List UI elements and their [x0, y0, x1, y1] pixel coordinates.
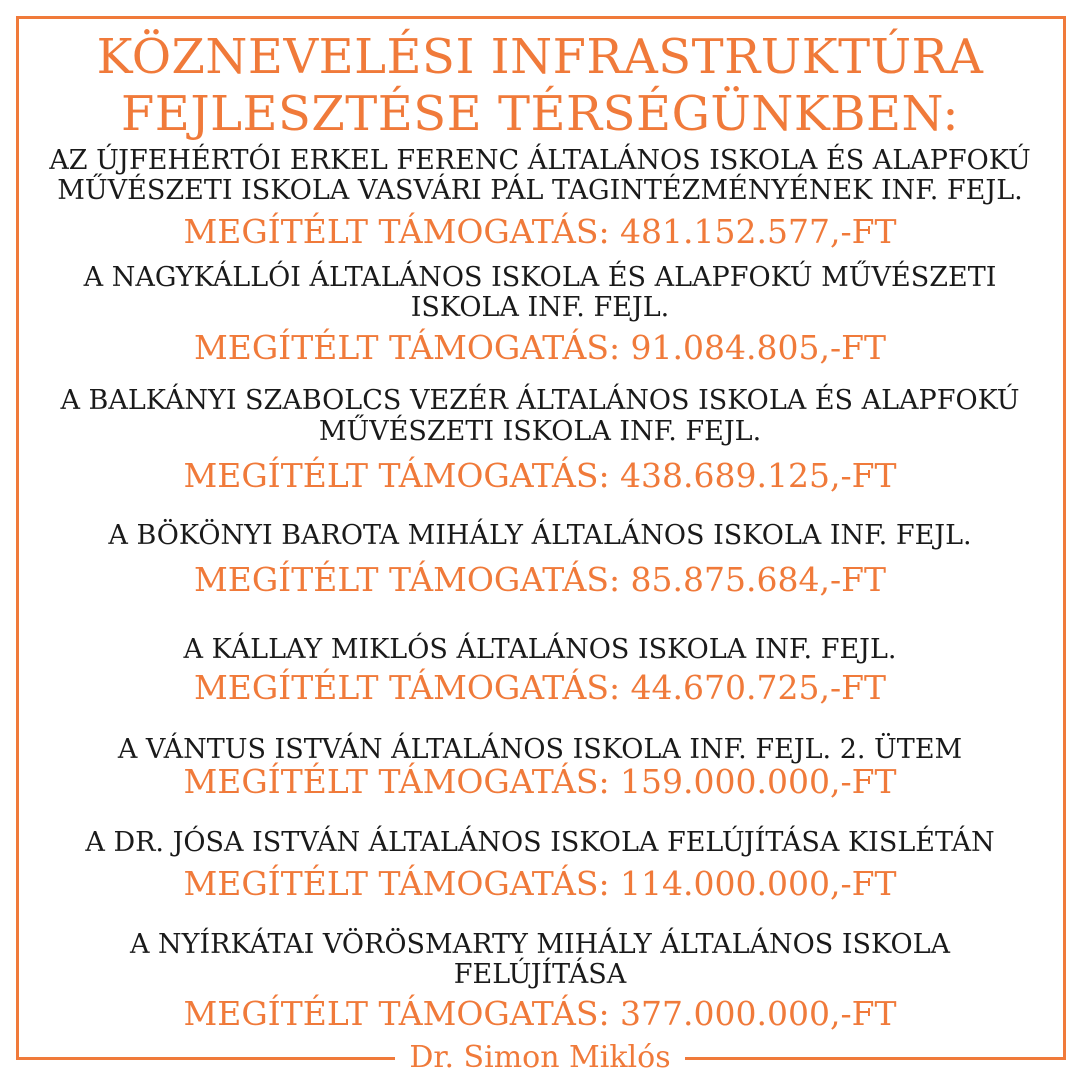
project-6-amount: MEGÍTÉLT TÁMOGATÁS: 159.000.000,-FT — [183, 762, 897, 801]
project-1-amount: MEGÍTÉLT TÁMOGATÁS: 481.152.577,-FT — [183, 212, 897, 251]
project-4-name-line-1: A BÖKÖNYI BAROTA MIHÁLY ÁLTALÁNOS ISKOLA INF. FEJL. — [108, 520, 972, 551]
project-1-name-line-2: MŰVÉSZETI ISKOLA VASVÁRI PÁL TAGINTÉZMÉNYÉNEK INF. FEJL. — [57, 175, 1023, 206]
project-1-name-line-1: AZ ÚJFEHÉRTÓI ERKEL FERENC ÁLTALÁNOS ISKOLA ÉS ALAPFOKÚ — [49, 145, 1031, 176]
page-title-line-1: KÖZNEVELÉSI INFRASTRUKTÚRA — [96, 29, 984, 85]
footer-signature — [0, 1038, 1080, 1082]
project-5-amount: MEGÍTÉLT TÁMOGATÁS: 44.670.725,-FT — [193, 668, 887, 707]
project-2-name-line-1: A NAGYKÁLLÓI ÁLTALÁNOS ISKOLA ÉS ALAPFOKÚ MŰVÉSZETI — [83, 262, 997, 293]
project-7-name-line-1: A DR. JÓSA ISTVÁN ÁLTALÁNOS ISKOLA FELÚJÍTÁSA KISLÉTÁN — [85, 827, 995, 858]
project-7-amount: MEGÍTÉLT TÁMOGATÁS: 114.000.000,-FT — [183, 864, 897, 903]
page-title-line-2: FEJLESZTÉSE TÉRSÉGÜNKBEN: — [120, 86, 959, 142]
project-3-amount: MEGÍTÉLT TÁMOGATÁS: 438.689.125,-FT — [183, 456, 897, 495]
project-3-name-line-2: MŰVÉSZETI ISKOLA INF. FEJL. — [318, 416, 762, 447]
project-8-name-line-2: FELÚJÍTÁSA — [453, 959, 627, 990]
project-8-name-line-1: A NYÍRKÁTAI VÖRÖSMARTY MIHÁLY ÁLTALÁNOS ISKOLA — [129, 929, 951, 960]
project-3-name-line-1: A BALKÁNYI SZABOLCS VEZÉR ÁLTALÁNOS ISKOLA ÉS ALAPFOKÚ — [60, 385, 1020, 416]
project-8-amount: MEGÍTÉLT TÁMOGATÁS: 377.000.000,-FT — [183, 994, 897, 1033]
project-2-amount: MEGÍTÉLT TÁMOGATÁS: 91.084.805,-FT — [193, 328, 887, 367]
project-6-name-line-1: A VÁNTUS ISTVÁN ÁLTALÁNOS ISKOLA INF. FEJL. 2. ÜTEM — [117, 734, 963, 765]
project-2-name-line-2: ISKOLA INF. FEJL. — [410, 292, 670, 323]
signature-text: Dr. Simon Miklós — [395, 1038, 684, 1078]
project-4-amount: MEGÍTÉLT TÁMOGATÁS: 85.875.684,-FT — [193, 560, 887, 599]
project-5-name-line-1: A KÁLLAY MIKLÓS ÁLTALÁNOS ISKOLA INF. FEJL. — [183, 634, 897, 665]
